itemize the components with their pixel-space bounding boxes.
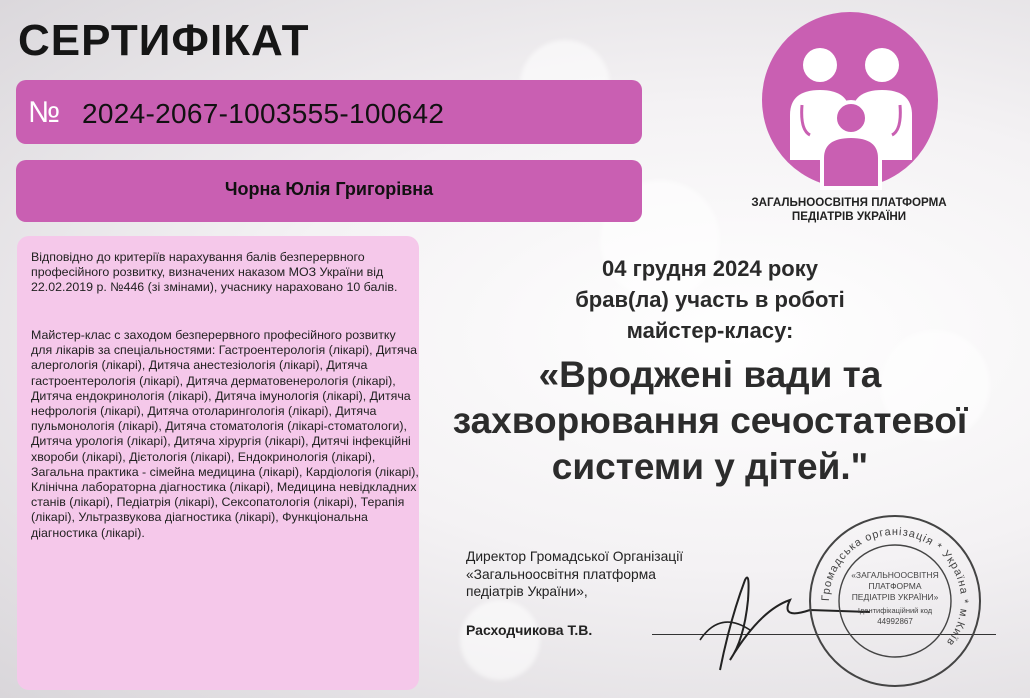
signatory-line-2: «Загальноосвітня платформа bbox=[466, 566, 656, 582]
stamp-center-3: ПЕДІАТРІВ УКРАЇНИ» bbox=[851, 592, 939, 602]
points-paragraph: Відповідно до критеріїв нарахування балів безперервного професійного розвитку, визначених наказом МОЗ України від 22.02.2019 р. №446 (зі змінами), учаснику нараховано 10 балів. bbox=[31, 250, 398, 295]
specialties-paragraph: Майстер-клас с заходом безперервного професійного розвитку для лікарів за спеціальностями: Гастроентерологія (лікарі), Дитяча алергологія (лікарі), Дитяча анестезіологія (лікарі), Дитяча гастроентерологія (лікарі), Дитяча дерматовенерологія (лікарі), Дитяча ендокринологія (лікарі), Дитяча імунологія (лікарі), Дитяча нефрологія (лікарі), Дитяча отоларингологія (лікарі), Дитяча пульмонологія (лікарі), Дитяча стоматологія (лікарі-стоматологи), Дитяча урологія (лікарі), Дитяча хірургія (лікарі), Дитячі інфекційні хвороби (лікарі), Дієтологія (лікарі), Ендокринологія (лікарі), Загальна практика - сімейна медицина (лікарі), Кардіологія (лікарі), Клінічна лабораторна діагностика (лікарі), Медицина невідкладних станів (лікарі), Педіатрія (лікарі), Сексопатологія (лікарі), Терапія (лікарі), Ультразвукова діагностика (лікарі), Функціональна діагностика (лікарі). bbox=[31, 328, 419, 540]
stamp-center-1: «ЗАГАЛЬНООСВІТНЯ bbox=[851, 570, 939, 580]
participation-text: брав(ла) участь в роботі bbox=[575, 287, 845, 312]
signatory-line-3: педіатрів України», bbox=[466, 584, 588, 599]
course-title: «Вроджені вади та захворювання сечостатевої системи у дітей." bbox=[452, 354, 968, 487]
logo-line-1: ЗАГАЛЬНООСВІТНЯ ПЛАТФОРМА bbox=[751, 196, 947, 209]
certificate-number: 2024-2067-1003555-100642 bbox=[82, 98, 445, 129]
logo-caption bbox=[716, 196, 982, 224]
stamp-id-label: Ідентифікаційний код bbox=[857, 606, 933, 615]
event-date: 04 грудня 2024 року bbox=[602, 256, 818, 281]
organization-stamp bbox=[806, 512, 984, 690]
certificate-title: СЕРТИФІКАТ bbox=[18, 16, 310, 65]
masterclass-label: майстер-класу: bbox=[626, 318, 794, 343]
recipient-name: Чорна Юлія Григорівна bbox=[224, 179, 434, 199]
stamp-id-code: 44992867 bbox=[877, 617, 913, 626]
logo-line-2: ПЕДІАТРІВ УКРАЇНИ bbox=[791, 210, 907, 223]
signatory-line-1: Директор Громадської Організації bbox=[466, 549, 684, 564]
details-panel bbox=[17, 236, 419, 690]
stamp-center-2: ПЛАТФОРМА bbox=[868, 581, 922, 591]
background-bokeh bbox=[460, 600, 540, 680]
signatory-block bbox=[466, 548, 683, 601]
recipient-bar bbox=[16, 160, 642, 222]
family-doctors-icon bbox=[750, 10, 950, 190]
stamp-ring-text: Громадська організація * Україна * м.Київ bbox=[819, 525, 971, 649]
number-sign: № bbox=[28, 96, 61, 129]
signatory-name: Расходчикова Т.В. bbox=[466, 622, 593, 638]
certificate-number-bar bbox=[16, 80, 642, 144]
